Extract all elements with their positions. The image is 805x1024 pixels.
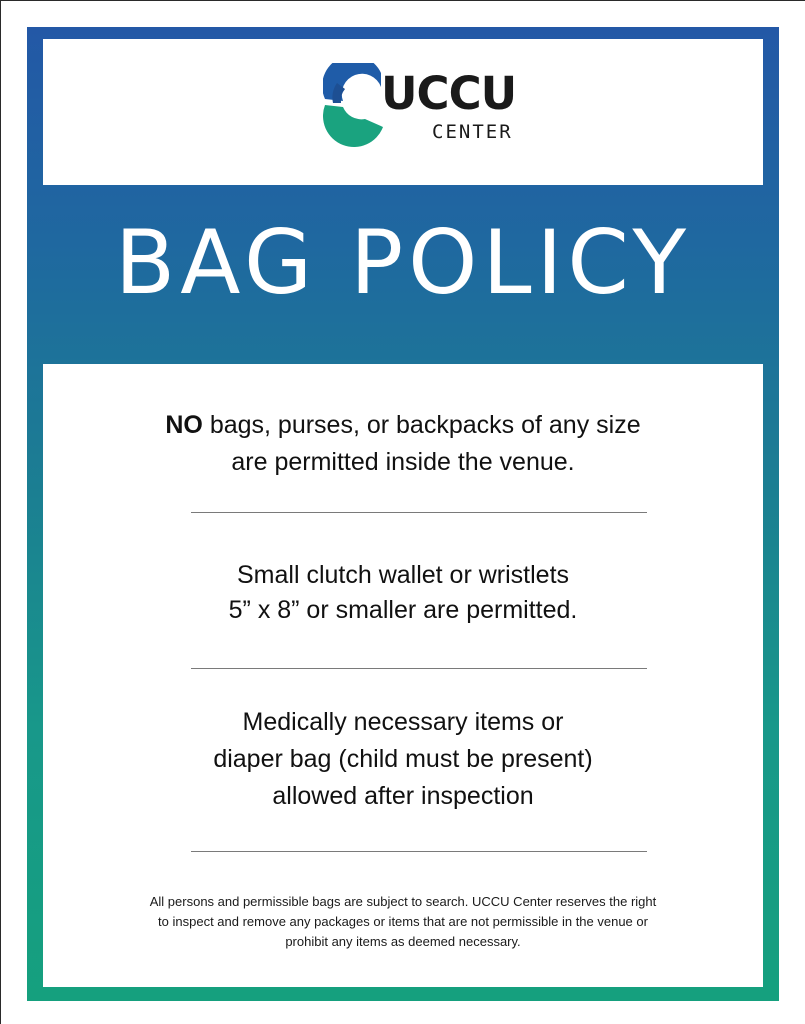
policy-rule-clutch (43, 558, 763, 628)
policy-rule-medical (43, 704, 763, 815)
logo-panel (43, 39, 763, 185)
divider (191, 668, 647, 669)
policy-rule-text: 5” x 8” or smaller are permitted. (228, 596, 578, 624)
disclaimer-text: to inspect and remove any packages or items that are not permissible in the venue or (158, 914, 648, 929)
search-disclaimer (113, 892, 693, 952)
uccu-center-logo (323, 63, 523, 163)
policy-rule-text: bags, purses, or backpacks of any size (202, 411, 641, 439)
emphasis-no: NO (165, 411, 203, 439)
policy-rule-text: Medically necessary items or (242, 708, 564, 736)
divider (191, 512, 647, 513)
policy-rule-no-bags (43, 407, 763, 481)
policy-rule-text: are permitted inside the venue. (231, 448, 575, 476)
policy-panel (43, 364, 763, 987)
policy-rule-line (43, 407, 763, 444)
policy-rule-text: diaper bag (child must be present) (213, 745, 593, 773)
disclaimer-text: All persons and permissible bags are subject to search. UCCU Center reserves the right (149, 894, 657, 909)
bag-policy-poster (27, 27, 779, 1001)
policy-rule-text: Small clutch wallet or wristlets (236, 561, 570, 589)
page-title: BAG POLICY (114, 211, 692, 314)
divider (191, 851, 647, 852)
policy-rule-text: allowed after inspection (272, 782, 534, 810)
logo-subtitle: CENTER (432, 121, 513, 143)
logo-wordmark: UCCU (381, 67, 517, 120)
disclaimer-text: prohibit any items as deemed necessary. (285, 934, 521, 949)
